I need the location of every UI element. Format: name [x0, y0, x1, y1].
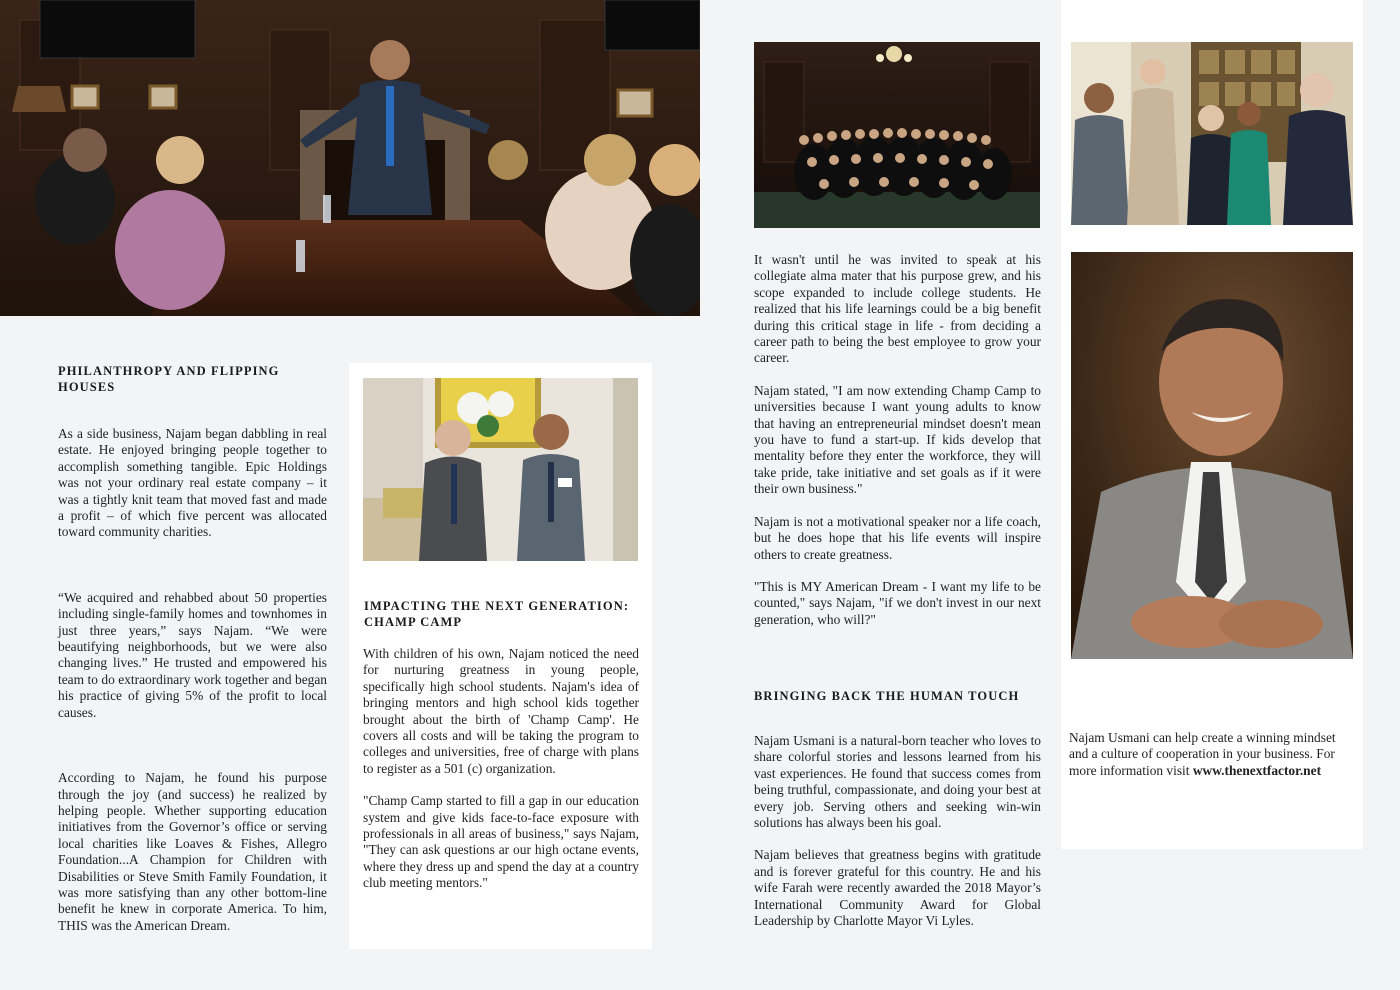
college-paragraph-4: "This is MY American Dream - I want my life to be counted," says Najam, "if we don't invest in our next generation, who will?": [754, 578, 1041, 627]
handshake-photo: [363, 378, 638, 561]
human-touch-paragraph-1: Najam Usmani is a natural-born teacher who loves to share colorful stories and lessons learned from his vast experiences. He found that success comes from being truthful, compassionate, and doing your best at every job. Serving others and seeking win-win solutions has always been his goal.: [754, 733, 1041, 831]
portrait-photo: [1071, 252, 1353, 659]
philanthropy-heading: PHILANTHROPY AND FLIPPING HOUSES: [58, 364, 280, 394]
champ-camp-body: [363, 646, 639, 908]
college-paragraph-3: Najam is not a motivational speaker nor a life coach, but he does hope that his life events will inspire others to create greatness.: [754, 513, 1041, 562]
human-touch-heading: BRINGING BACK THE HUMAN TOUCH: [754, 689, 1020, 703]
philanthropy-paragraph-1: As a side business, Najam began dabbling in real estate. He enjoyed bringing people together to accomplish something tangible. Epic Holdings was not your ordinary real estate company – it was a tightly knit team that moved fast and made a profit – of which five percent was allocated toward community charities.: [58, 426, 327, 540]
champ-camp-heading: IMPACTING THE NEXT GENERATION: CHAMP CAMP: [364, 599, 630, 629]
college-paragraph-1: It wasn't until he was invited to speak at his collegiate alma mater that his purpose grew, and his scope expanded to include college students. He realized that his life learnings could be a big benefit during this critical stage in life - from deciding a career path to being the best employee to grow your career.: [754, 252, 1041, 366]
website-link[interactable]: www.thenextfactor.net: [1192, 762, 1322, 778]
college-students-body: [754, 252, 1041, 644]
champ-camp-paragraph-2: "Champ Camp started to fill a gap in our education system and give kids face-to-face exposure with professionals in all areas of business," says Najam, "They can ask questions ar our high octane events, where they dress up and spend the day at a country club meeting mentors.": [363, 793, 639, 891]
human-touch-body: [754, 733, 1041, 945]
group-photo: [754, 42, 1040, 228]
philanthropy-body: [58, 426, 327, 950]
champ-camp-paragraph-1: With children of his own, Najam noticed the need for nurturing greatness in young people, specifically high school students. Najam's idea of bringing mentors and high school kids together brought about the birth of 'Champ Camp'. He covers all costs and will be taking the program to colleges and universities, free of charge with plans to register as a 501 (c) organization.: [363, 646, 639, 776]
contact-info: [1069, 730, 1357, 779]
contact-text: Najam Usmani can help create a winning mindset and a culture of cooperation in your business. For more information visit: [1069, 730, 1336, 778]
conversation-photo: [1071, 42, 1353, 225]
philanthropy-paragraph-3: According to Najam, he found his purpose through the joy (and success) he realized by helping people. Whether supporting education initiatives from the Governor’s office or serving local charities like Loaves & Fishes, Allegro Foundation...A Champion for Children with Disabilities or Steve Smith Family Foundation, it was more satisfying than any other bottom-line benefit he knew in corporate America. To him, THIS was the American Dream.: [58, 770, 327, 933]
boardroom-presentation-photo: [0, 0, 700, 316]
philanthropy-paragraph-2: “We acquired and rehabbed about 50 properties including single-family homes and townhomes in just three years,” says Najam. “We were beautifying neighborhoods, but we were also changing lives.” He trusted and empowered his team to do extraordinary work together and began his practice of giving 5% of the profit to local causes.: [58, 589, 327, 720]
human-touch-paragraph-2: Najam believes that greatness begins with gratitude and is forever grateful for this country. He and his wife Farah were recently awarded the 2018 Mayor’s International Community Award for Global Leadership by Charlotte Mayor Vi Lyles.: [754, 847, 1041, 929]
college-paragraph-2: Najam stated, "I am now extending Champ Camp to universities because I want young adults to know that having an entrepreneurial mindset doesn't mean you have to fund a start-up. If kids develop that mentality before they enter the workforce, they will take pride, take initiative and set goals as if it were their own business.": [754, 382, 1041, 497]
